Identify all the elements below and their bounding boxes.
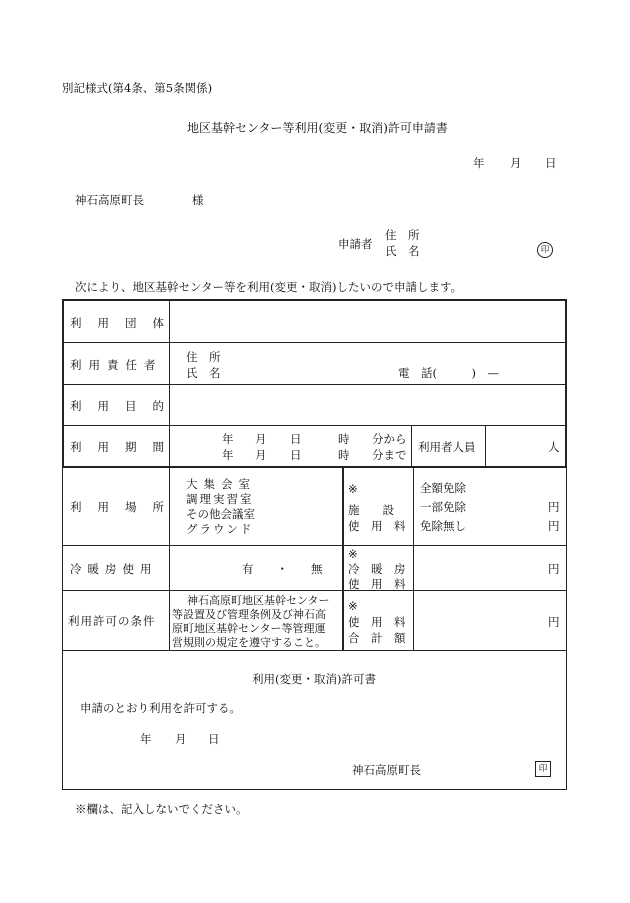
period-to-minute: 分まで	[372, 448, 407, 462]
permit-issuer: 神石高原町長	[352, 763, 421, 777]
period-from-month: 月	[255, 432, 267, 446]
purpose-label: 利用目的	[70, 399, 180, 413]
applicant-label: 申請者	[338, 237, 373, 251]
group-label: 利用団体	[70, 316, 180, 330]
date-year: 年	[473, 156, 485, 170]
permit-statement: 申請のとおり利用を許可する。	[80, 701, 241, 715]
period-label: 利用期間	[70, 440, 180, 454]
period-from-year: 年	[222, 432, 234, 446]
permit-seal: 印	[535, 761, 551, 777]
conditions-label: 利用許可の条件	[68, 614, 156, 628]
users-label: 利用者人員	[418, 440, 476, 454]
date-month: 月	[510, 156, 522, 170]
period-to-hour: 時	[338, 448, 350, 462]
period-from-hour: 時	[338, 432, 350, 446]
total-fee-label-2: 合 計 額	[348, 631, 406, 645]
place-label: 利用場所	[70, 500, 180, 514]
period-to-day: 日	[290, 448, 302, 462]
place-option-ground: グラウンド	[186, 522, 254, 536]
permit-title: 利用(変更・取消)許可書	[252, 672, 376, 686]
permit-date-year: 年	[140, 732, 152, 746]
aircon-options: 有 ・ 無	[242, 562, 323, 576]
phone-label: 電 話( ) —	[398, 366, 499, 380]
place-option-meeting-room: その他会議室	[186, 507, 255, 521]
conditions-line: 営規則の規定を遵守すること。	[172, 636, 326, 649]
addressee: 神石高原町長	[75, 193, 144, 207]
applicant-name-label: 氏 名	[385, 244, 420, 258]
exemption-none: 免除無し	[420, 519, 466, 533]
conditions-line: 等設置及び管理条例及び神石高	[172, 608, 326, 621]
aircon-label: 冷暖房使用	[70, 562, 158, 576]
facility-fee-yen-none: 円	[548, 519, 560, 533]
aircon-fee-label-1: 冷 暖 房	[348, 562, 406, 576]
period-from-day: 日	[290, 432, 302, 446]
conditions-line: 原町地区基幹センター等管理運	[172, 622, 326, 635]
permit-date-day: 日	[208, 732, 220, 746]
facility-fee-label-1: 施 設	[348, 503, 394, 517]
applicant-address-label: 住 所	[385, 228, 420, 242]
total-fee-mark: ※	[348, 599, 358, 613]
honorific: 様	[192, 193, 204, 207]
responsible-name-label: 氏 名	[186, 366, 221, 380]
responsible-label: 利用責任者	[70, 358, 163, 372]
footer-note: ※欄は、記入しないでください。	[75, 802, 248, 816]
facility-fee-mark: ※	[348, 482, 358, 496]
facility-fee-yen-partial: 円	[548, 500, 560, 514]
permit-date-month: 月	[175, 732, 187, 746]
users-unit: 人	[548, 440, 560, 454]
aircon-fee-mark: ※	[348, 547, 358, 561]
date-day: 日	[545, 156, 557, 170]
period-to-month: 月	[255, 448, 267, 462]
place-option-hall: 大集会室	[186, 477, 256, 491]
aircon-fee-yen: 円	[548, 562, 560, 576]
exemption-partial: 一部免除	[420, 500, 466, 514]
conditions-line: 神石高原町地区基幹センター	[187, 594, 330, 607]
exemption-full: 全額免除	[420, 481, 466, 495]
responsible-address-label: 住 所	[186, 350, 221, 364]
total-fee-yen: 円	[548, 615, 560, 629]
period-from-minute: 分から	[372, 432, 407, 446]
aircon-fee-label-2: 使 用 料	[348, 577, 406, 591]
total-fee-label-1: 使 用 料	[348, 615, 406, 629]
facility-fee-label-2: 使 用 料	[348, 519, 406, 533]
applicant-seal: 印	[537, 242, 553, 258]
place-option-kitchen: 調理実習室	[186, 492, 254, 506]
intro-text: 次により、地区基幹センター等を利用(変更・取消)したいので申請します。	[75, 280, 463, 294]
form-reference: 別記様式(第4条、第5条関係)	[62, 81, 213, 95]
period-to-year: 年	[222, 448, 234, 462]
form-title: 地区基幹センター等利用(変更・取消)許可申請書	[187, 121, 448, 135]
